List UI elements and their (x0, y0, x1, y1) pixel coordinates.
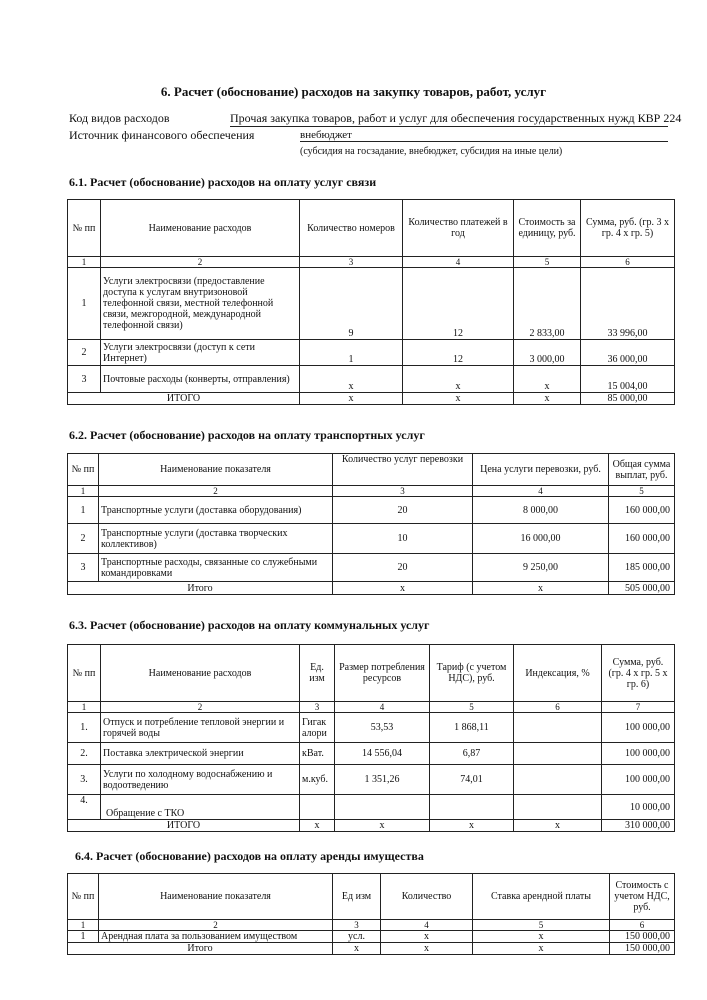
row-sum: 100 000,00 (602, 765, 675, 795)
row-number: 1 (68, 268, 101, 340)
indicator-name: Арендная плата за пользованием имуществом (99, 931, 333, 943)
total-label: Итого (68, 943, 333, 955)
row-number: 3. (68, 765, 101, 795)
row-number: 1 (68, 497, 99, 524)
total-cell: х (335, 820, 430, 832)
total-cell: х (514, 820, 602, 832)
header-cell: Наименование расходов (101, 200, 300, 257)
transport-services-table (67, 453, 675, 595)
column-number: 5 (473, 920, 610, 931)
table-row (68, 713, 675, 743)
table-row (68, 765, 675, 795)
total-row (68, 820, 675, 832)
column-number: 2 (101, 702, 300, 713)
row-sum: 100 000,00 (602, 713, 675, 743)
trip-count: 10 (333, 524, 473, 554)
column-number: 5 (514, 257, 581, 268)
total-label: ИТОГО (68, 820, 300, 832)
header-cell: Количество (381, 874, 473, 920)
indexation (514, 713, 602, 743)
row-sum: 33 996,00 (581, 268, 675, 340)
header-cell: Индексация, % (514, 645, 602, 702)
row-number: 1. (68, 713, 101, 743)
expense-name: Поставка электрической энергии (101, 743, 300, 765)
column-number: 3 (333, 486, 473, 497)
table-row (68, 743, 675, 765)
row-sum: 185 000,00 (609, 554, 675, 582)
expense-name: Обращение с ТКО (101, 795, 300, 820)
column-number: 1 (68, 486, 99, 497)
expense-name: Отпуск и потребление тепловой энергии и горячей воды (101, 713, 300, 743)
header-cell: № пп (68, 454, 99, 486)
utility-services-table (67, 644, 675, 832)
header-cell: Стоимость с учетом НДС, руб. (610, 874, 675, 920)
payments-per-year: 12 (403, 340, 514, 366)
payments-per-year: х (403, 366, 514, 393)
row-sum: 150 000,00 (610, 931, 675, 943)
header-cell: Тариф (с учетом НДС), руб. (430, 645, 514, 702)
funding-source-label: Источник финансового обеспечения (69, 128, 255, 142)
row-number: 2 (68, 340, 101, 366)
consumption: 14 556,04 (335, 743, 430, 765)
header-cell: Сумма, руб. (гр. 4 х гр. 5 х гр. 6) (602, 645, 675, 702)
trip-price: 16 000,00 (473, 524, 609, 554)
property-rent-table (67, 873, 675, 955)
communication-services-table (67, 199, 675, 405)
header-cell: № пп (68, 200, 101, 257)
row-number: 1 (68, 931, 99, 943)
column-number: 7 (602, 702, 675, 713)
total-cell: х (333, 582, 473, 595)
expense-name: Почтовые расходы (конверты, отправления) (101, 366, 300, 393)
funding-source-value: внебюджет (300, 129, 668, 142)
indexation (514, 743, 602, 765)
consumption: 1 351,26 (335, 765, 430, 795)
table-header-row (68, 200, 675, 257)
table-header-row (68, 874, 675, 920)
unit: усл. (333, 931, 381, 943)
consumption: 53,53 (335, 713, 430, 743)
row-number: 4. (68, 795, 101, 820)
row-number: 2. (68, 743, 101, 765)
total-cell: х (473, 582, 609, 595)
column-number: 3 (333, 920, 381, 931)
header-cell: Наименование показателя (99, 454, 333, 486)
total-cell: х (430, 820, 514, 832)
column-number: 3 (300, 702, 335, 713)
section-6-2-title: 6.2. Расчет (обоснование) расходов на оплату транспортных услуг (69, 428, 425, 442)
unit-cost: 3 000,00 (514, 340, 581, 366)
total-cell: х (473, 943, 610, 955)
indicator-name: Транспортные расходы, связанные со служебными командировками (99, 554, 333, 582)
table-row (68, 268, 675, 340)
total-cell: х (514, 393, 581, 405)
section-6-3-title: 6.3. Расчет (обоснование) расходов на оплату коммунальных услуг (69, 618, 430, 632)
total-cell: х (403, 393, 514, 405)
header-cell: Количество услуг перевозки (333, 454, 473, 486)
header-cell: Сумма, руб. (гр. 3 х гр. 4 х гр. 5) (581, 200, 675, 257)
total-cell: х (333, 943, 381, 955)
header-cell: Ед. изм (300, 645, 335, 702)
rent-rate: х (473, 931, 610, 943)
unit-cost: 2 833,00 (514, 268, 581, 340)
column-number: 4 (473, 486, 609, 497)
table-header-row (68, 645, 675, 702)
column-number: 5 (609, 486, 675, 497)
header-cell: Общая сумма выплат, руб. (609, 454, 675, 486)
row-sum: 36 000,00 (581, 340, 675, 366)
total-cell: х (300, 820, 335, 832)
table-row (68, 795, 675, 820)
total-sum: 505 000,00 (609, 582, 675, 595)
column-number: 3 (300, 257, 403, 268)
table-row (68, 524, 675, 554)
indexation (514, 765, 602, 795)
column-number: 4 (335, 702, 430, 713)
header-cell: Количество платежей в год (403, 200, 514, 257)
total-sum: 310 000,00 (602, 820, 675, 832)
numbers-count: 9 (300, 268, 403, 340)
column-number: 4 (381, 920, 473, 931)
row-sum: 10 000,00 (602, 795, 675, 820)
column-number-row (68, 702, 675, 713)
total-label: ИТОГО (68, 393, 300, 405)
row-sum: 100 000,00 (602, 743, 675, 765)
trip-count: 20 (333, 554, 473, 582)
total-cell: х (300, 393, 403, 405)
row-number: 2 (68, 524, 99, 554)
expense-name: Услуги электросвязи (предоставление доступа к услугам внутризоновой телефонной связи, местной телефонной связи, межгородной, международной телефонной связи) (101, 268, 300, 340)
trip-count: 20 (333, 497, 473, 524)
header-cell: Размер потребления ресурсов (335, 645, 430, 702)
table-row (68, 366, 675, 393)
table-header-row (68, 454, 675, 486)
column-number-row (68, 257, 675, 268)
column-number-row (68, 486, 675, 497)
header-cell: № пп (68, 645, 101, 702)
tariff: 6,87 (430, 743, 514, 765)
header-cell: Наименование расходов (101, 645, 300, 702)
table-row (68, 497, 675, 524)
row-sum: 160 000,00 (609, 524, 675, 554)
section-6-1-title: 6.1. Расчет (обоснование) расходов на оплату услуг связи (69, 175, 377, 189)
trip-price: 8 000,00 (473, 497, 609, 524)
tariff: 1 868,11 (430, 713, 514, 743)
column-number: 2 (99, 920, 333, 931)
table-row (68, 340, 675, 366)
unit: Гигак алори (300, 713, 335, 743)
row-sum: 15 004,00 (581, 366, 675, 393)
total-row (68, 943, 675, 955)
column-number: 6 (514, 702, 602, 713)
column-number: 5 (430, 702, 514, 713)
expense-name: Услуги электросвязи (доступ к сети Интернет) (101, 340, 300, 366)
expense-name: Услуги по холодному водоснабжению и водоотведению (101, 765, 300, 795)
row-number: 3 (68, 554, 99, 582)
total-sum: 150 000,00 (610, 943, 675, 955)
column-number: 1 (68, 702, 101, 713)
table-row (68, 554, 675, 582)
unit-cost: х (514, 366, 581, 393)
numbers-count: 1 (300, 340, 403, 366)
indicator-name: Транспортные услуги (доставка оборудования) (99, 497, 333, 524)
header-cell: Цена услуги перевозки, руб. (473, 454, 609, 486)
column-number: 6 (610, 920, 675, 931)
funding-source-hint: (субсидия на госзадание, внебюджет, субсидия на иные цели) (300, 146, 563, 157)
header-cell: Стоимость за единицу, руб. (514, 200, 581, 257)
indexation (514, 795, 602, 820)
total-row (68, 393, 675, 405)
column-number: 4 (403, 257, 514, 268)
header-cell: Ставка арендной платы (473, 874, 610, 920)
header-cell: Ед изм (333, 874, 381, 920)
column-number: 2 (99, 486, 333, 497)
column-number: 1 (68, 257, 101, 268)
total-sum: 85 000,00 (581, 393, 675, 405)
page-title: 6. Расчет (обоснование) расходов на закупку товаров, работ, услуг (160, 84, 547, 99)
header-cell: Наименование показателя (99, 874, 333, 920)
row-sum: 160 000,00 (609, 497, 675, 524)
unit (300, 795, 335, 820)
trip-price: 9 250,00 (473, 554, 609, 582)
row-number: 3 (68, 366, 101, 393)
tariff (430, 795, 514, 820)
unit: м.куб. (300, 765, 335, 795)
section-6-4-title: 6.4. Расчет (обоснование) расходов на оплату аренды имущества (75, 849, 424, 863)
column-number: 2 (101, 257, 300, 268)
table-row (68, 931, 675, 943)
unit: кВат. (300, 743, 335, 765)
header-cell: № пп (68, 874, 99, 920)
tariff: 74,01 (430, 765, 514, 795)
payments-per-year: 12 (403, 268, 514, 340)
header-cell: Количество номеров (300, 200, 403, 257)
quantity: х (381, 931, 473, 943)
column-number: 1 (68, 920, 99, 931)
total-label: Итого (68, 582, 333, 595)
total-cell: х (381, 943, 473, 955)
expense-code-value: Прочая закупка товаров, работ и услуг для обеспечения государственных нужд КВР 224 (230, 111, 682, 125)
consumption (335, 795, 430, 820)
numbers-count: х (300, 366, 403, 393)
column-number-row (68, 920, 675, 931)
total-row (68, 582, 675, 595)
indicator-name: Транспортные услуги (доставка творческих коллективов) (99, 524, 333, 554)
expense-code-label: Код видов расходов (69, 111, 170, 125)
column-number: 6 (581, 257, 675, 268)
